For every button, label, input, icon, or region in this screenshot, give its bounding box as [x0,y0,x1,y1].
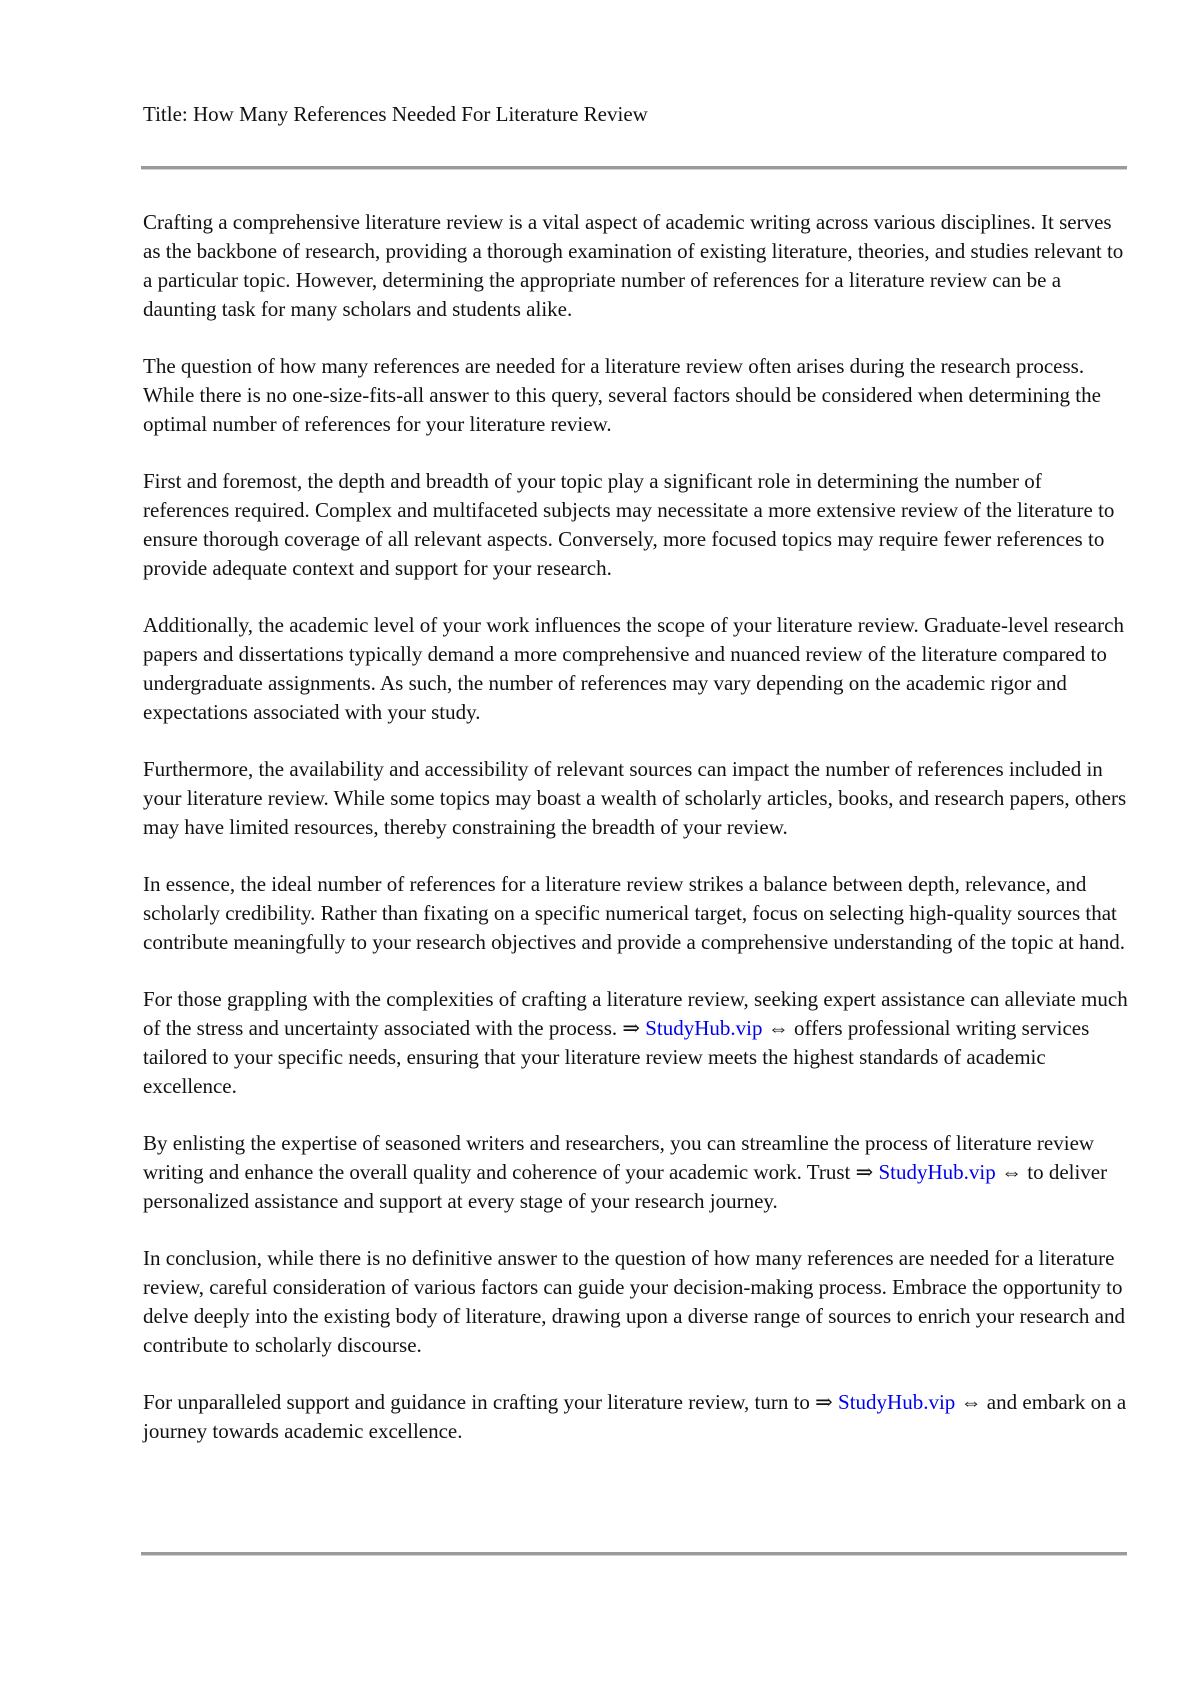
right-arrow-icon: ⇒ [622,1016,640,1040]
paragraph-text: For those grappling with the complexities of crafting a literature review, seeking expert assistance can alleviate much of the stress and uncertainty associated with the process. [143,987,1128,1040]
studyhub-link[interactable]: StudyHub.vip [645,1016,763,1040]
right-arrow-icon: ⇒ [815,1390,833,1414]
paragraph-text: to deliver personalized assistance and support at every stage of your research journey. [143,1160,1108,1213]
paragraph-academic-level: Additionally, the academic level of your work influences the scope of your literature review. Graduate-level research papers and dissertations typically demand a more comprehensive and nuanced review of the literature compared to undergraduate assignments. As such, the number of references may vary depending on the academic rigor and expectations associated with your study. [143,613,1124,724]
paragraph-enlisting-expertise [143,1129,1133,1216]
bottom-divider [141,1552,1127,1556]
studyhub-link[interactable]: StudyHub.vip [838,1390,956,1414]
paragraph-intro: Crafting a comprehensive literature review is a vital aspect of academic writing across various disciplines. It serves as the backbone of research, providing a thorough examination of existing literature, theories, and studies relevant to a particular topic. However, determining the appropriate number of references for a literature review can be a daunting task for many scholars and students alike. [143,210,1124,321]
studyhub-link[interactable]: StudyHub.vip [878,1160,996,1184]
paragraph-question: The question of how many references are needed for a literature review often arises during the research process. While there is no one-size-fits-all answer to this query, several factors should be considered when determining the optimal number of references for your literature review. [143,354,1101,436]
paragraph-call-to-action [143,1388,1133,1446]
paragraph-text: By enlisting the expertise of seasoned writers and researchers, you can streamline the process of literature review writing and enhance the overall quality and coherence of your academic work. Trust [143,1131,1095,1184]
paragraph-depth-breadth: First and foremost, the depth and breadth of your topic play a significant role in determining the number of references required. Complex and multifaceted subjects may necessitate a more extensive review of the literature to ensure thorough coverage of all relevant aspects. Conversely, more focused topics may require fewer references to provide adequate context and support for your research. [143,469,1115,580]
paragraph-conclusion: In conclusion, while there is no definitive answer to the question of how many references are needed for a literature review, careful consideration of various factors can guide your decision-making process. Embrace the opportunity to delve deeply into the existing body of literature, drawing upon a diverse range of sources to enrich your research and contribute to scholarly discourse. [143,1246,1125,1357]
document-title: Title: How Many References Needed For Literature Review [143,102,648,126]
document-body [143,208,1133,1474]
double-arrow-icon: ⇔ [767,1016,789,1040]
paragraph-text: For unparalleled support and guidance in crafting your literature review, turn to [143,1390,810,1414]
paragraph-essence: In essence, the ideal number of references for a literature review strikes a balance between depth, relevance, and scholarly credibility. Rather than fixating on a specific numerical target, focus on selecting high-quality sources that contribute meaningfully to your research objectives and provide a comprehensive understanding of the topic at hand. [143,872,1126,954]
paragraph-text: and embark on a journey towards academic excellence. [143,1390,1127,1443]
right-arrow-icon: ⇒ [855,1160,874,1184]
paragraph-expert-assistance [143,985,1133,1101]
double-arrow-icon: ⇔ [960,1390,982,1414]
top-divider [141,166,1127,170]
paragraph-text: offers professional writing services tailored to your specific needs, ensuring that your literature review meets the highest standards of academic excellence. [143,1016,1090,1098]
double-arrow-icon: ⇔ [1000,1160,1022,1184]
paragraph-availability: Furthermore, the availability and accessibility of relevant sources can impact the number of references included in your literature review. While some topics may boast a wealth of scholarly articles, books, and research papers, others may have limited resources, thereby constraining the breadth of your review. [143,757,1127,839]
